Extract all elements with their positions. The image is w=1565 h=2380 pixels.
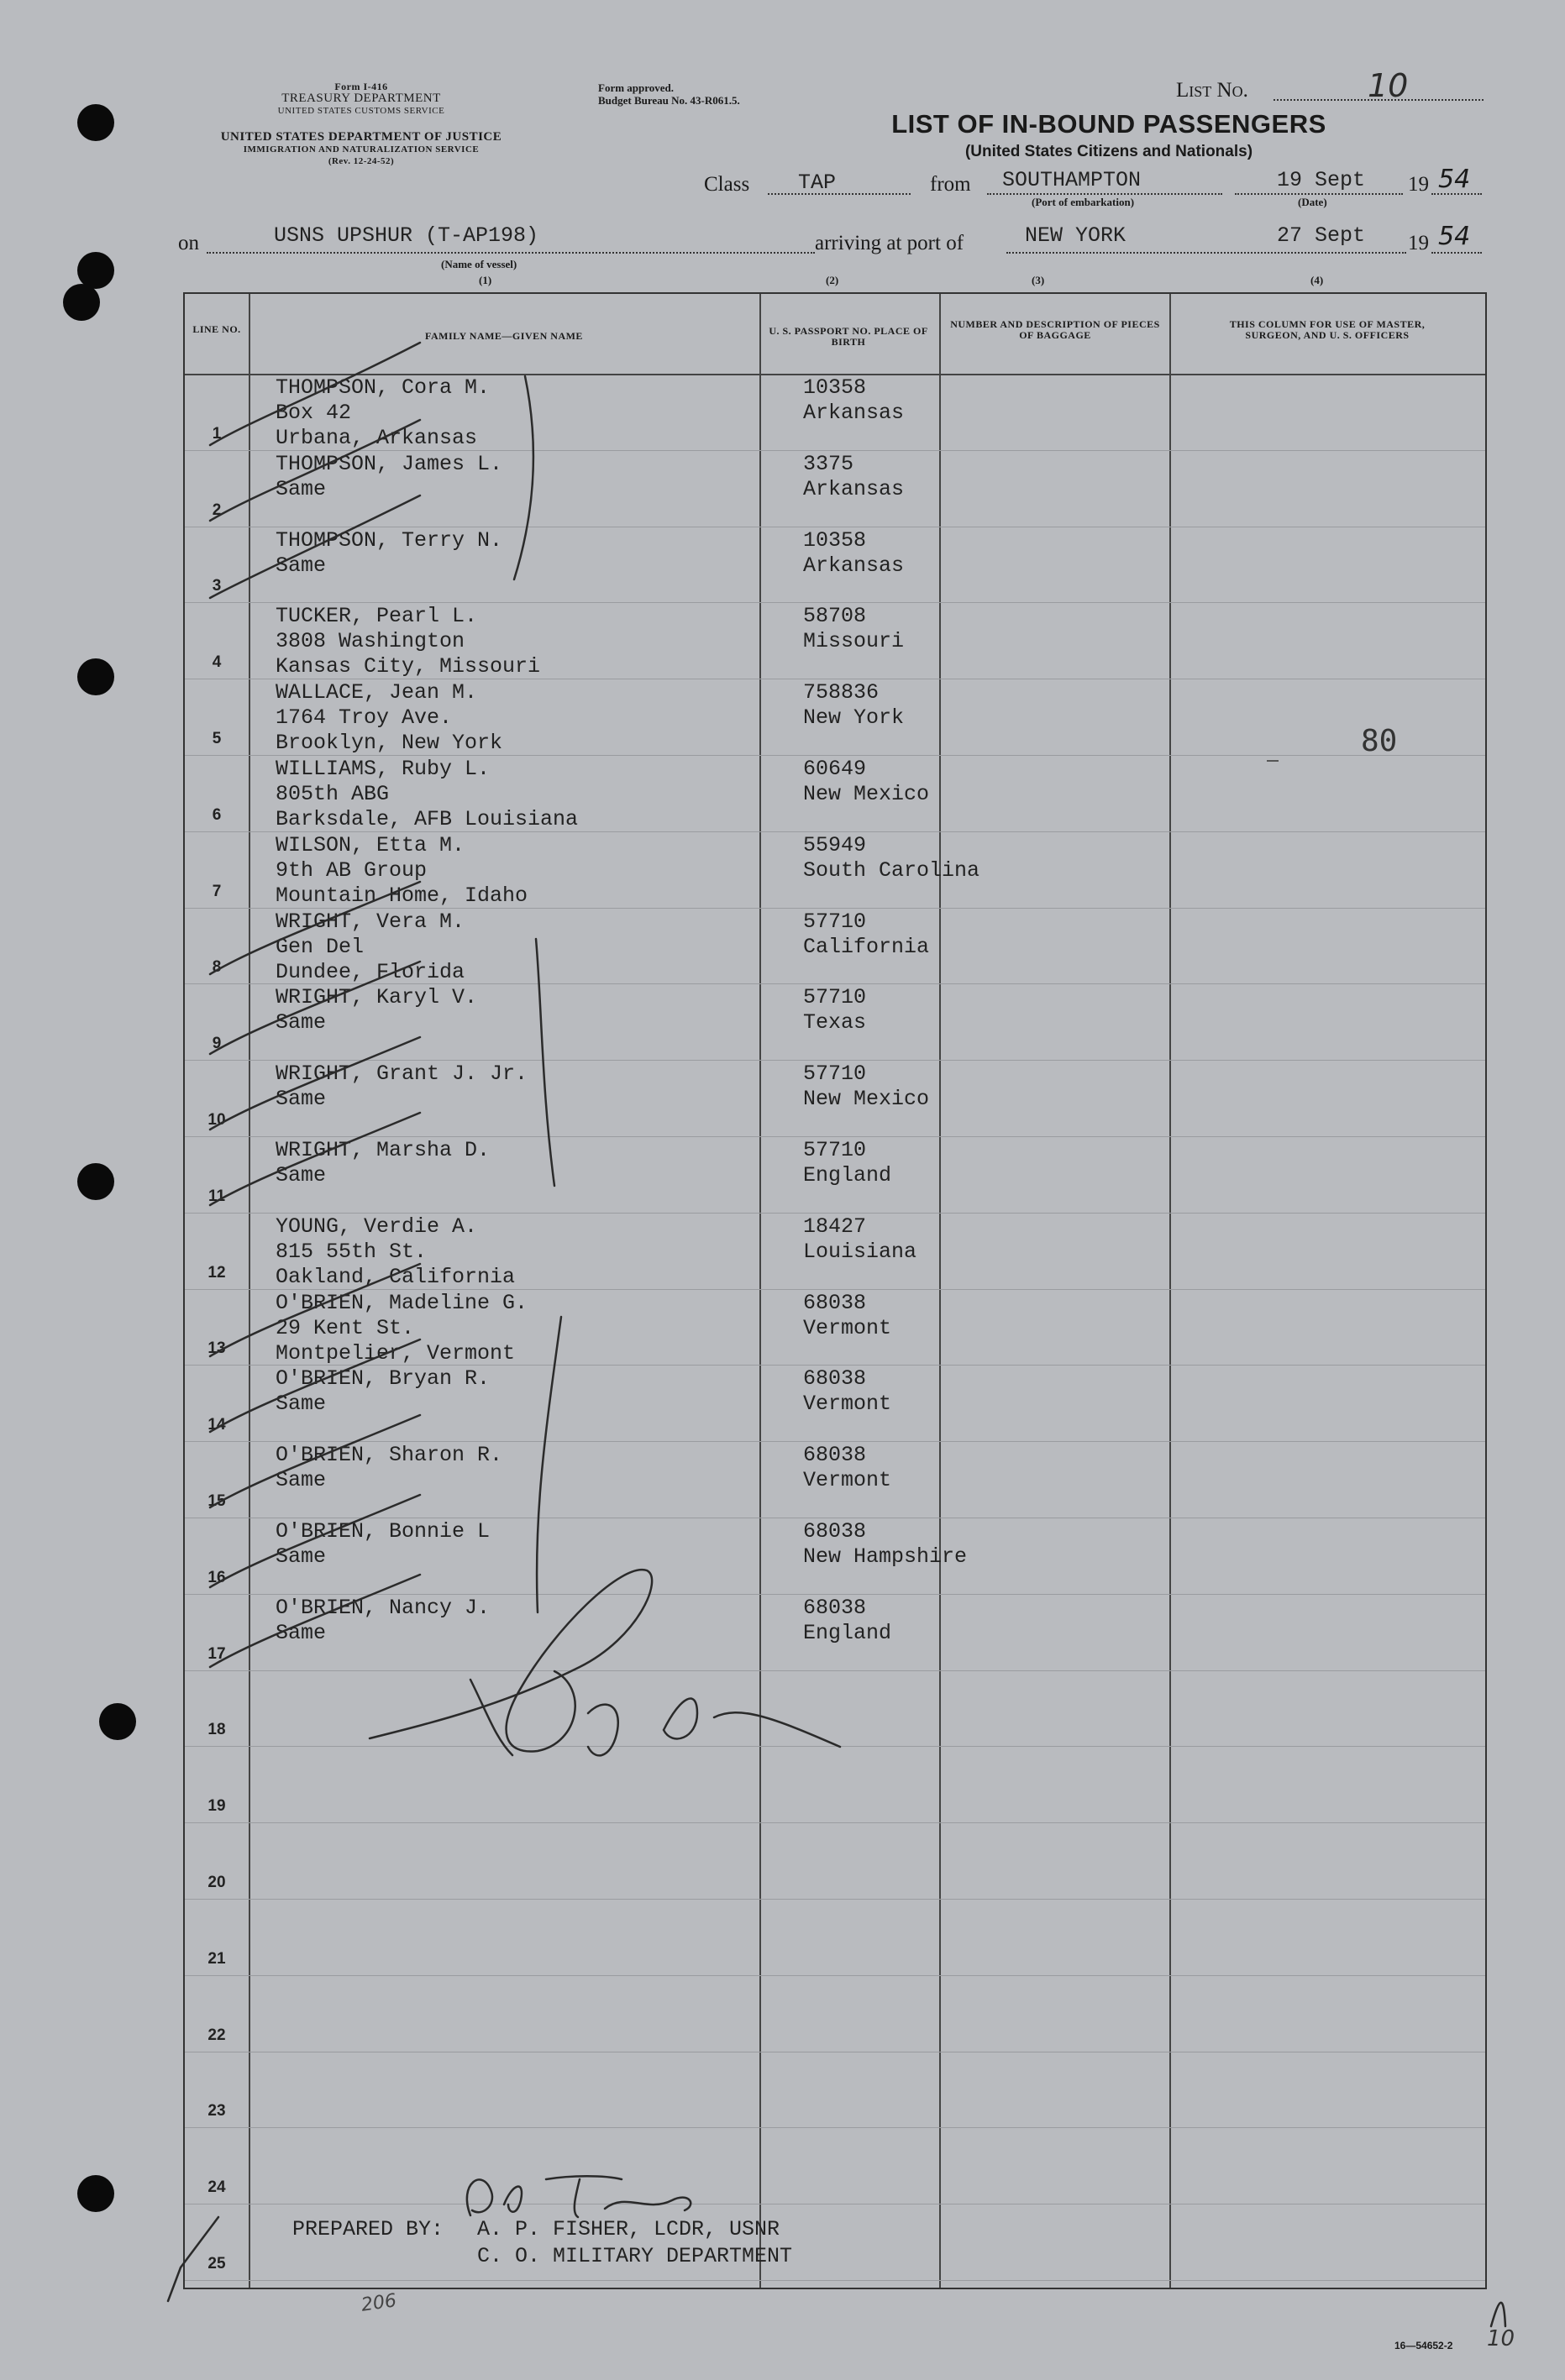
col-header-line: LINE NO. bbox=[192, 323, 241, 335]
passenger-name: O'BRIEN, Madeline G. bbox=[276, 1290, 528, 1315]
col-header-name: FAMILY NAME—GIVEN NAME bbox=[425, 330, 583, 342]
passenger-name: THOMPSON, Cora M. bbox=[276, 375, 491, 400]
passport-number: 10358 bbox=[803, 375, 867, 400]
form-approved: Form approved. bbox=[598, 81, 675, 94]
line-number: 13 bbox=[207, 1339, 226, 1358]
passenger-city: Dundee, Florida bbox=[276, 959, 465, 984]
passenger-address: Box 42 bbox=[276, 401, 352, 425]
passenger-city: Montpelier, Vermont bbox=[276, 1340, 516, 1366]
passenger-address: 815 55th St. bbox=[276, 1239, 428, 1264]
prepared-line1: A. P. FISHER, LCDR, USNR bbox=[477, 2217, 780, 2241]
passport-number: 10358 bbox=[803, 527, 867, 553]
place-of-birth: New Mexico bbox=[803, 1087, 930, 1112]
vessel-caption: (Name of vessel) bbox=[441, 258, 517, 270]
passport-number: 57710 bbox=[803, 1138, 867, 1162]
place-of-birth: California bbox=[803, 934, 930, 959]
passenger-address: 29 Kent St. bbox=[276, 1315, 415, 1340]
line-number: 21 bbox=[207, 1949, 226, 1968]
col-num-1: (1) bbox=[479, 274, 492, 286]
line-number: 16 bbox=[207, 1568, 226, 1586]
col-header-baggage: NUMBER AND DESCRIPTION OF PIECES OF BAGGAGE bbox=[950, 318, 1160, 341]
passport-number: 3375 bbox=[803, 451, 854, 476]
page-mark: 10 bbox=[1487, 2326, 1515, 2351]
col-header-officers: THIS COLUMN FOR USE OF MASTER, SURGEON, AND U. S. OFFICERS bbox=[1229, 318, 1426, 341]
passenger-address: Same bbox=[276, 476, 327, 501]
year1-value: 54 bbox=[1438, 165, 1471, 194]
passport-number: 68038 bbox=[803, 1519, 867, 1544]
immigration-service: IMMIGRATION AND NATURALIZATION SERVICE bbox=[243, 144, 480, 155]
passenger-city: Barksdale, AFB Louisiana bbox=[276, 807, 579, 831]
line-number: 6 bbox=[212, 805, 222, 824]
page-subtitle: (United States Citizens and Nationals) bbox=[964, 143, 1253, 160]
col-header-passport: U. S. PASSPORT NO. PLACE OF BIRTH bbox=[769, 325, 928, 348]
passenger-address: 805th ABG bbox=[276, 782, 390, 806]
line-number: 14 bbox=[207, 1416, 226, 1434]
revision: (Rev. 12-24-52) bbox=[328, 156, 395, 166]
justice-dept: UNITED STATES DEPARTMENT OF JUSTICE bbox=[220, 130, 502, 144]
line-number: 23 bbox=[207, 2102, 226, 2121]
line-number: 20 bbox=[207, 1874, 226, 1891]
passenger-name: WILLIAMS, Ruby L. bbox=[276, 757, 491, 781]
passenger-name: O'BRIEN, Sharon R. bbox=[276, 1443, 503, 1468]
place-of-birth: England bbox=[803, 1620, 892, 1645]
date1-value: 19 Sept bbox=[1277, 168, 1366, 192]
customs-service: UNITED STATES CUSTOMS SERVICE bbox=[277, 106, 445, 116]
year2-prefix: 19 bbox=[1408, 232, 1429, 254]
list-no-value: 10 bbox=[1368, 67, 1409, 104]
passenger-name: WILSON, Etta M. bbox=[276, 832, 465, 857]
passenger-city: Oakland, California bbox=[276, 1264, 516, 1289]
vessel-value: USNS UPSHUR (T-AP198) bbox=[274, 223, 539, 248]
line-number: 1 bbox=[212, 424, 222, 443]
line-number: 24 bbox=[207, 2178, 226, 2197]
passenger-address: 1764 Troy Ave. bbox=[276, 705, 453, 731]
passenger-name: THOMPSON, James L. bbox=[276, 451, 503, 476]
passenger-address: Same bbox=[276, 1620, 327, 1645]
place-of-birth: Vermont bbox=[803, 1392, 892, 1417]
place-of-birth: England bbox=[803, 1163, 892, 1187]
passenger-name: WRIGHT, Karyl V. bbox=[276, 985, 478, 1010]
place-of-birth: Texas bbox=[803, 1010, 867, 1035]
prepared-by-label: PREPARED BY: bbox=[292, 2217, 444, 2241]
passport-number: 68038 bbox=[803, 1595, 867, 1620]
passenger-address: Same bbox=[276, 1544, 327, 1569]
col-num-2: (2) bbox=[826, 274, 839, 286]
passenger-address: Same bbox=[276, 1087, 327, 1112]
place-of-birth: New York bbox=[803, 705, 905, 731]
passenger-city: Kansas City, Missouri bbox=[276, 654, 541, 679]
place-of-birth: Missouri bbox=[803, 629, 905, 654]
passport-number: 758836 bbox=[803, 680, 880, 705]
passenger-address: Same bbox=[276, 1468, 327, 1493]
passenger-city: Mountain Home, Idaho bbox=[276, 883, 528, 908]
passport-number: 57710 bbox=[803, 909, 867, 934]
line-number: 19 bbox=[207, 1797, 226, 1816]
line-number: 3 bbox=[212, 577, 222, 595]
passenger-name: WRIGHT, Grant J. Jr. bbox=[276, 1062, 528, 1087]
passport-number: 55949 bbox=[803, 832, 867, 857]
place-of-birth: Arkansas bbox=[803, 476, 905, 501]
place-of-birth: New Hampshire bbox=[803, 1544, 968, 1569]
passenger-address: Same bbox=[276, 553, 327, 578]
line-number: 11 bbox=[207, 1187, 226, 1205]
margin-note: 206 bbox=[360, 2290, 398, 2316]
passenger-name: O'BRIEN, Nancy J. bbox=[276, 1595, 491, 1620]
line-number: 18 bbox=[207, 1721, 226, 1739]
line-number: 22 bbox=[207, 2026, 226, 2044]
form-code: 16—54652-2 bbox=[1394, 2340, 1453, 2351]
line-number: 15 bbox=[207, 1492, 226, 1510]
port-value: NEW YORK bbox=[1025, 223, 1126, 248]
line-number: 25 bbox=[207, 2255, 226, 2273]
passenger-address: 9th AB Group bbox=[276, 857, 428, 883]
passport-number: 18427 bbox=[803, 1214, 867, 1239]
from-value: SOUTHAMPTON bbox=[1002, 168, 1142, 192]
year2-value: 54 bbox=[1438, 222, 1471, 251]
passenger-address: Same bbox=[276, 1010, 327, 1035]
treasury-dept: TREASURY DEPARTMENT bbox=[281, 92, 441, 105]
line-number: 2 bbox=[212, 501, 222, 519]
passenger-name: WALLACE, Jean M. bbox=[276, 680, 478, 705]
line-number: 7 bbox=[212, 882, 222, 900]
passenger-name: WRIGHT, Marsha D. bbox=[276, 1138, 491, 1162]
prepared-line2: C. O. MILITARY DEPARTMENT bbox=[477, 2244, 793, 2268]
class-label: Class bbox=[704, 173, 750, 196]
passport-number: 60649 bbox=[803, 757, 867, 781]
passenger-name: THOMPSON, Terry N. bbox=[276, 527, 503, 553]
place-of-birth: Louisiana bbox=[803, 1239, 917, 1264]
line-number: 12 bbox=[207, 1263, 226, 1282]
from-label: from bbox=[930, 173, 971, 196]
list-no-label: List No. bbox=[1176, 79, 1248, 102]
passport-number: 68038 bbox=[803, 1290, 867, 1315]
place-of-birth: Vermont bbox=[803, 1315, 892, 1340]
year1-prefix: 19 bbox=[1408, 173, 1429, 196]
col-num-4: (4) bbox=[1310, 274, 1324, 286]
line-number: 8 bbox=[212, 958, 222, 977]
form-number: Form I-416 bbox=[334, 81, 388, 92]
arriving-label: arriving at port of bbox=[815, 232, 964, 254]
officer-note: 80 bbox=[1361, 724, 1398, 758]
col-num-3: (3) bbox=[1032, 274, 1045, 286]
place-of-birth: Arkansas bbox=[803, 401, 905, 425]
place-of-birth: South Carolina bbox=[803, 857, 980, 883]
page-title: LIST OF IN-BOUND PASSENGERS bbox=[891, 109, 1326, 139]
passenger-city: Brooklyn, New York bbox=[276, 731, 503, 756]
from-caption: (Port of embarkation) bbox=[1032, 196, 1135, 208]
on-label: on bbox=[178, 232, 199, 254]
budget-bureau: Budget Bureau No. 43-R061.5. bbox=[598, 94, 740, 107]
place-of-birth: Vermont bbox=[803, 1468, 892, 1493]
passenger-name: WRIGHT, Vera M. bbox=[276, 909, 465, 934]
class-value: TAP bbox=[798, 170, 837, 195]
passenger-city: Urbana, Arkansas bbox=[276, 426, 478, 450]
line-number: 4 bbox=[212, 653, 222, 672]
passenger-name: O'BRIEN, Bryan R. bbox=[276, 1366, 491, 1392]
passport-number: 68038 bbox=[803, 1443, 867, 1468]
passport-number: 68038 bbox=[803, 1366, 867, 1392]
passenger-address: Gen Del bbox=[276, 934, 365, 959]
passenger-address: Same bbox=[276, 1392, 327, 1417]
date2-value: 27 Sept bbox=[1277, 223, 1366, 248]
date-caption: (Date) bbox=[1298, 196, 1327, 208]
passenger-address: 3808 Washington bbox=[276, 629, 465, 654]
passenger-name: O'BRIEN, Bonnie L bbox=[276, 1519, 491, 1544]
passenger-address: Same bbox=[276, 1163, 327, 1187]
passenger-name: TUCKER, Pearl L. bbox=[276, 604, 478, 629]
passport-number: 57710 bbox=[803, 1062, 867, 1087]
passport-number: 57710 bbox=[803, 985, 867, 1010]
line-number: 10 bbox=[207, 1111, 226, 1129]
line-number: 9 bbox=[212, 1035, 222, 1053]
line-number: 5 bbox=[212, 730, 222, 747]
line-number: 17 bbox=[207, 1644, 226, 1663]
place-of-birth: Arkansas bbox=[803, 553, 905, 578]
passenger-name: YOUNG, Verdie A. bbox=[276, 1214, 478, 1239]
passport-number: 58708 bbox=[803, 604, 867, 629]
place-of-birth: New Mexico bbox=[803, 782, 930, 806]
